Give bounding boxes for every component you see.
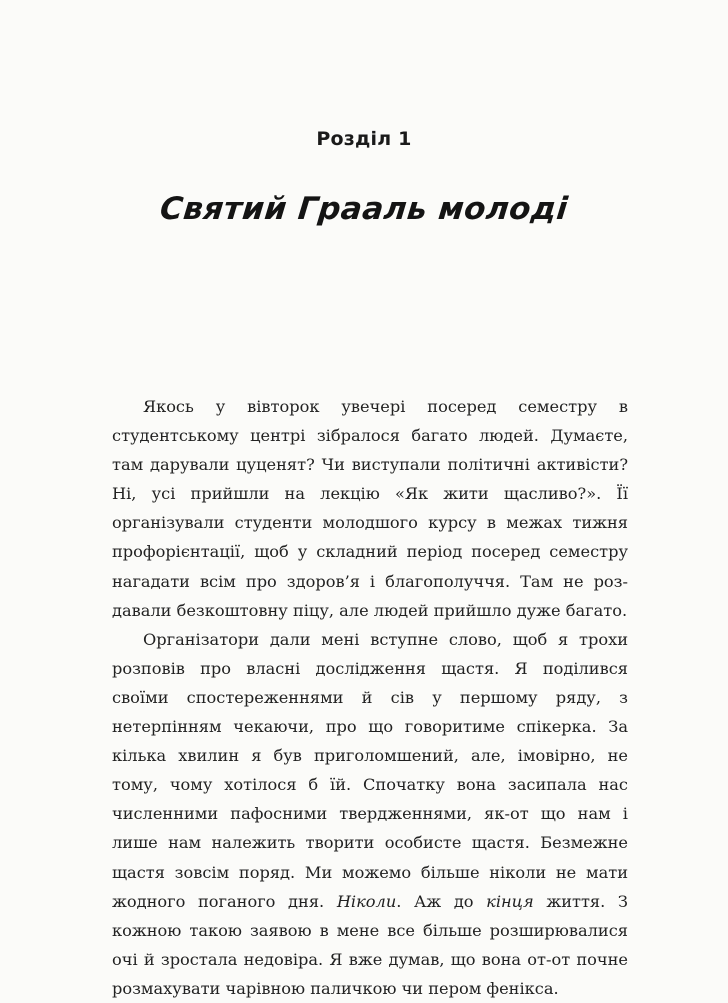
paragraph-2-emphasis-never: Ніколи — [336, 891, 397, 911]
paragraph-1-text: Якось у вівторок увечері посеред семестру в студентському центрі зібралося багато людей. Думаєте, там дарували цуценят? Чи виступали політичні активісти? Ні, усі прийшли на лекцію «Як жити щасливо?». Її організували студенти молодшого курсу в межах тижня профорієнтації, щоб у складний період посеред семестру нагадати всім про здоров’я і благополуччя. Там не роздавали безкоштовну піцу, але людей прийшло дуже багато. — [112, 397, 628, 620]
body-text — [112, 392, 628, 1003]
paragraph-2-text-c: життя. З кожною такою заявою в мене все більше розширювалися очі й зростала недовіра. Я вже думав, що вона от-от почне розмахувати чарівною паличкою чи пером фенікса. — [112, 891, 629, 998]
paragraph-1 — [112, 392, 628, 625]
paragraph-2-text-b: . Аж до — [396, 891, 487, 911]
chapter-title: Святий Грааль молоді — [158, 191, 570, 227]
paragraph-2-text-a: Організатори дали мені вступне слово, щоб я трохи розповів про власні дослідження щастя. Я поділився своїми спостереженнями й сів у першому ряду, з нетерпінням чекаючи, про що говоритиме спікерка. За кілька хвилин я був приголомшений, але, імовірно, не тому, чому хотілося б їй. Спочатку вона засипала нас численними пафосними твердженнями, як-от що нам і лише нам належить творити особисте щастя. Безмежне щастя зовсім поряд. Ми можемо більше ніколи не мати жодного поганого дня. — [112, 629, 628, 911]
chapter-label: Розділ 1 — [316, 128, 412, 150]
paragraph-2-emphasis-end: кінця — [486, 891, 534, 911]
paragraph-2 — [112, 625, 628, 1003]
